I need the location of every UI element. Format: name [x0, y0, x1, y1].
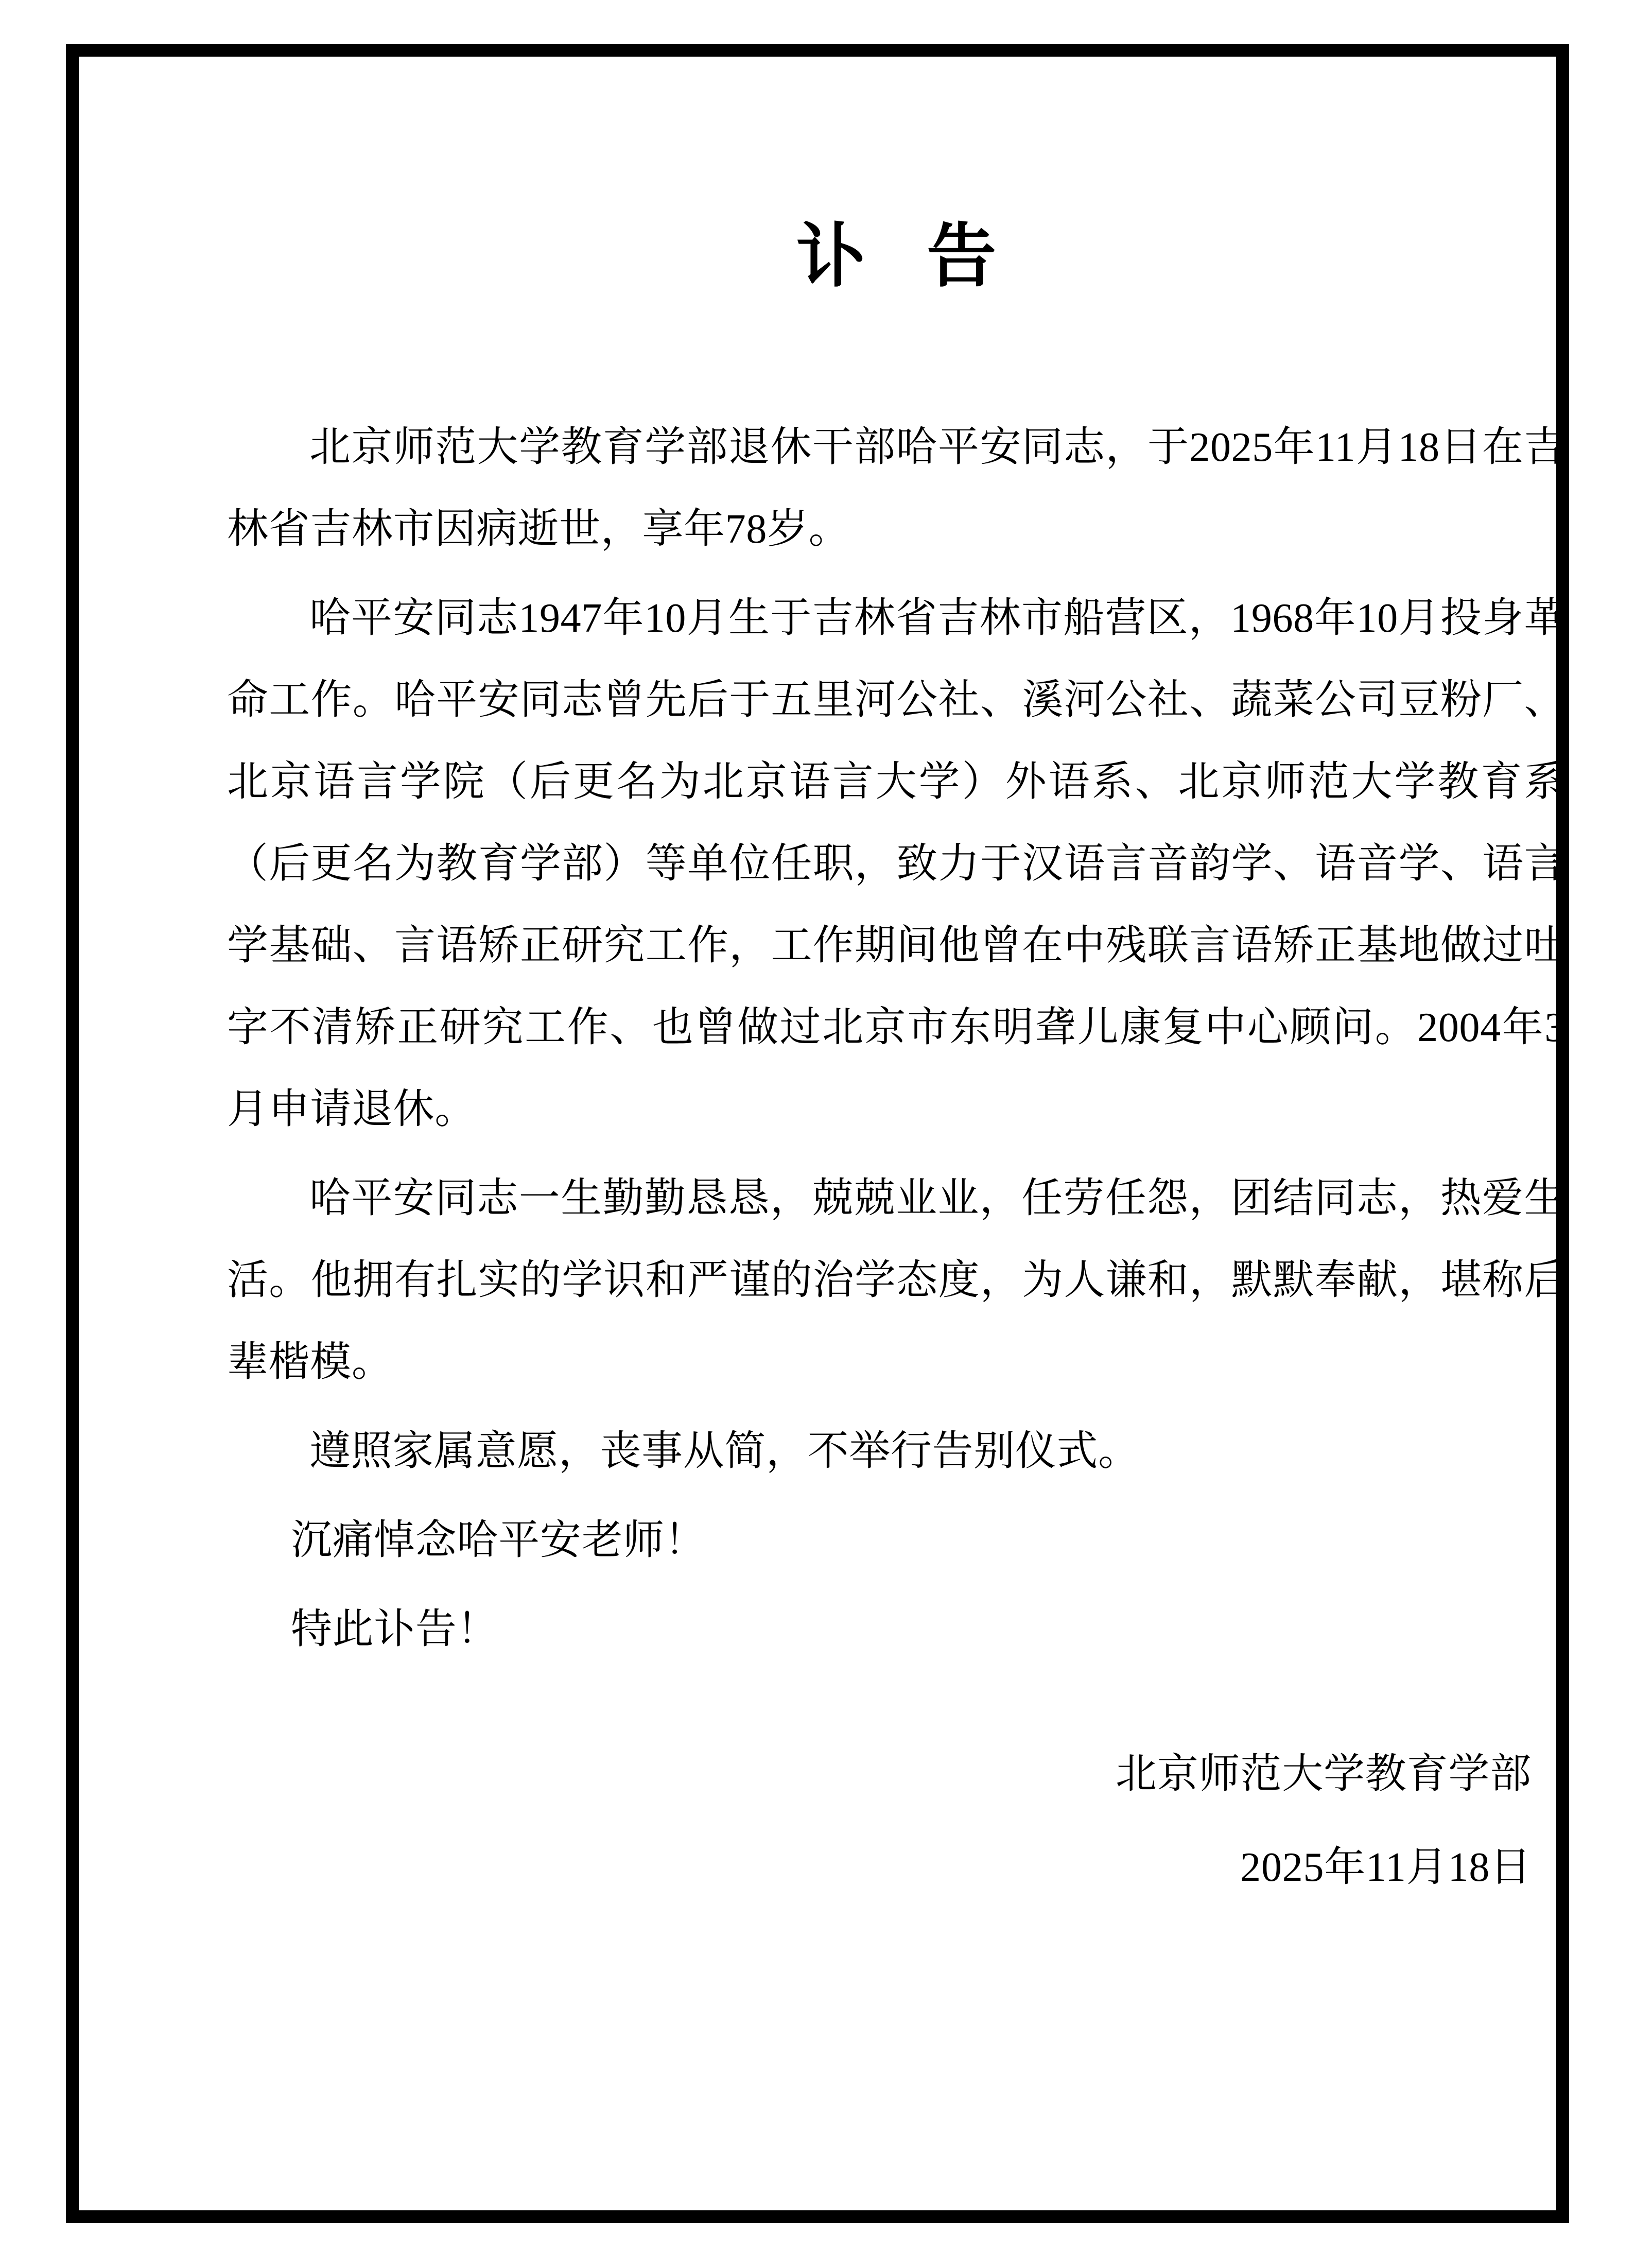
paragraph-death-notice: 北京师范大学教育学部退休干部哈平安同志，于2025年11月18日在吉林省吉林市因病逝世，享年78岁。: [227, 425, 1566, 552]
paragraph-mourning-line: 沉痛悼念哈平安老师！: [291, 1518, 706, 1563]
page-border-frame: [66, 44, 1569, 2223]
signature-date: 2025年11月18日: [1240, 1845, 1532, 1890]
page-title: 讣 告: [796, 217, 1017, 295]
paragraph-tribute: 哈平安同志一生勤勤恳恳，兢兢业业，任劳任怨，团结同志，热爱生活。他拥有扎实的学识和严谨的治学态度，为人谦和，默默奉献，堪称后辈楷模。: [227, 1176, 1566, 1385]
document-content: [158, 113, 1635, 2267]
paragraph-funeral-arrangement: 遵照家属意愿，丧事从简，不举行告别仪式。: [309, 1429, 1140, 1474]
obituary-body: [227, 407, 1566, 1671]
signature-organization: 北京师范大学教育学部: [1116, 1752, 1532, 1797]
paragraph-biography: 哈平安同志1947年10月生于吉林省吉林市船营区，1968年10月投身革命工作。哈平安同志曾先后于五里河公社、溪河公社、蔬菜公司豆粉厂、北京语言学院（后更名为北京语言大学）外语系、北京师范大学教育系（后更名为教育学部）等单位任职，致力于汉语言音韵学、语音学、语言学基础、言语矫正研究工作，工作期间他曾在中残联言语矫正基地做过吐字不清矫正研究工作、也曾做过北京市东明聋儿康复中心顾问。2004年3月申请退休。: [227, 596, 1566, 1132]
signature-block: [227, 1734, 1566, 1909]
paragraph-closing-line: 特此讣告！: [291, 1607, 499, 1652]
